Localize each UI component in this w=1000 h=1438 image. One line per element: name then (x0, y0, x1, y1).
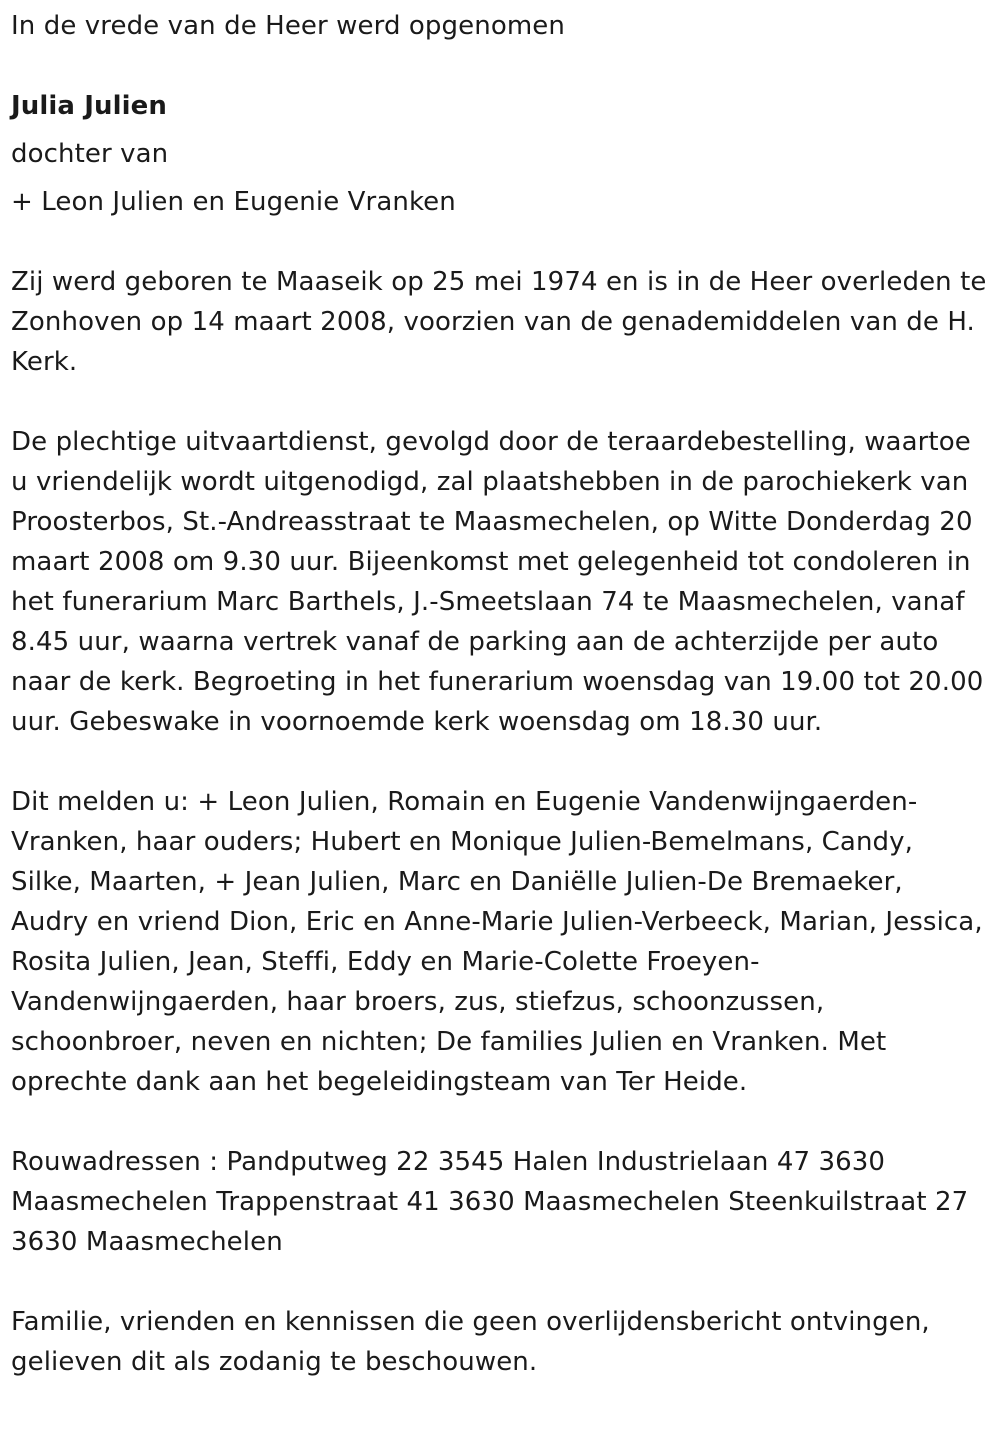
addresses-paragraph: Rouwadressen : Pandputweg 22 3545 Halen Industrielaan 47 3630 Maasmechelen Trappenstraat 41 3630 Maasmechelen Steenkuilstraat 27 3630 Maasmechelen (11, 1147, 969, 1257)
relation-text: dochter van (11, 139, 169, 169)
parents-text: + Leon Julien en Eugenie Vranken (11, 187, 456, 217)
ceremony-paragraph: De plechtige uitvaartdienst, gevolgd door de teraardebestelling, waartoe u vriendelijk wordt uitgenodigd, zal plaatshebben in de parochiekerk van Proosterbos, St.-Andreasstraat te Maasmechelen, op Witte Donderdag 20 maart 2008 om 9.30 uur. Bijeenkomst met gelegenheid tot condoleren in het funerarium Marc Barthels, J.-Smeetslaan 74 te Maasmechelen, vanaf 8.45 uur, waarna vertrek vanaf de parking aan de achterzijde per auto naar de kerk. Begroeting in het funerarium woensdag van 19.00 tot 20.00 uur. Gebeswake in voornoemde kerk woensdag om 18.30 uur. (11, 427, 984, 737)
deceased-name: Julia Julien (11, 91, 167, 121)
birth-death-paragraph: Zij werd geboren te Maaseik op 25 mei 1974 en is in de Heer overleden te Zonhoven op 14 maart 2008, voorzien van de genademiddelen van de H. Kerk. (11, 267, 987, 377)
announcers-paragraph: Dit melden u: + Leon Julien, Romain en Eugenie Vandenwijngaerden-Vranken, haar ouders; Hubert en Monique Julien-Bemelmans, Candy, Silke, Maarten, + Jean Julien, Marc en Daniëlle Julien-De Bremaeker, Audry en vriend Dion, Eric en Anne-Marie Julien-Verbeeck, Marian, Jessica, Rosita Julien, Jean, Steffi, Eddy en Marie-Colette Froeyen-Vandenwijngaerden, haar broers, zus, stiefzus, schoonzussen, schoonbroer, neven en nichten; De families Julien en Vranken. Met oprechte dank aan het begeleidingsteam van Ter Heide. (11, 787, 983, 1097)
intro-text: In de vrede van de Heer werd opgenomen (11, 11, 565, 41)
closing-paragraph: Familie, vrienden en kennissen die geen overlijdensbericht ontvingen, gelieven dit als zodanig te beschouwen. (11, 1307, 930, 1377)
